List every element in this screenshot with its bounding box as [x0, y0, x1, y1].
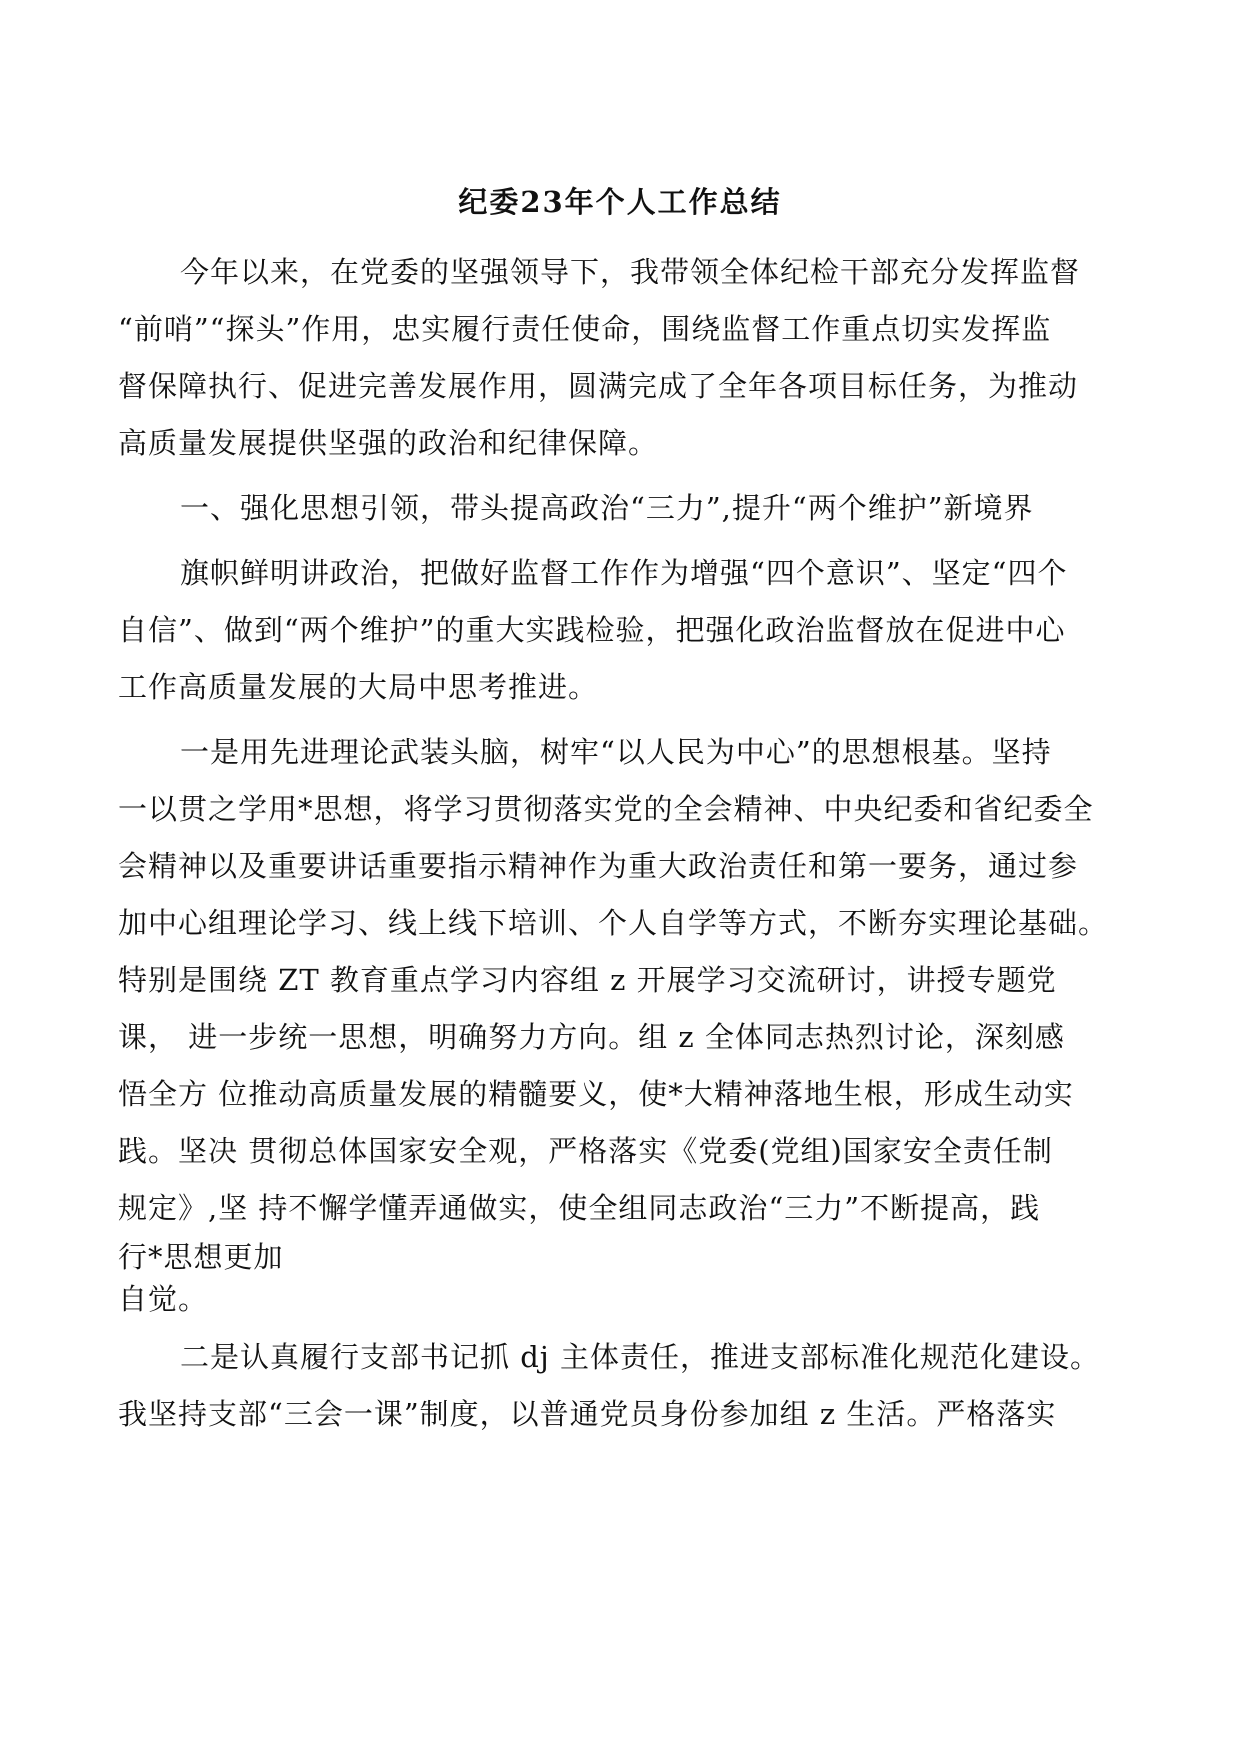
text-line: 加中心组理论学习、线上线下培训、个人自学等方式，不断夯实理论基础。	[118, 906, 1109, 940]
text-line: 一、强化思想引领，带头提高政治“三力”,提升“两个维护”新境界	[180, 491, 1034, 525]
text-line: 督保障执行、促进完善发展作用，圆满完成了全年各项目标任务，为推动	[118, 369, 1079, 403]
text-line: 我坚持支部“三会一课”制度，以普通党员身份参加组 z 生活。严格落实	[118, 1397, 1057, 1431]
text-line: 高质量发展提供坚强的政治和纪律保障。	[118, 426, 659, 460]
text-line: 今年以来，在党委的坚强领导下，我带领全体纪检干部充分发挥监督	[180, 255, 1081, 289]
document-body	[118, 244, 1120, 1451]
paragraph-theory	[118, 724, 1120, 1321]
text-line: 旗帜鲜明讲政治，把做好监督工作作为增强“四个意识”、坚定“四个	[180, 556, 1068, 590]
text-line: 二是认真履行支部书记抓 dj 主体责任，推进支部标准化规范化建设。	[180, 1340, 1100, 1374]
document-title: 纪委23年个人工作总结	[458, 185, 782, 219]
text-line: 践。坚决 贯彻总体国家安全观，严格落实《党委(党组)国家安全责任制	[118, 1134, 1053, 1168]
text-line: 一以贯之学用*思想，将学习贯彻落实党的全会精神、中央纪委和省纪委全	[118, 792, 1094, 826]
text-line: 自觉。	[118, 1282, 209, 1316]
text-line: 会精神以及重要讲话重要指示精神作为重大政治责任和第一要务，通过参	[118, 849, 1079, 883]
paragraph-intro	[118, 244, 1120, 472]
text-line: 课， 进一步统一思想，明确努力方向。组 z 全体同志热烈讨论，深刻感	[118, 1020, 1065, 1054]
text-line: 行*思想更加	[118, 1240, 284, 1274]
text-line: 规定》,坚 持不懈学懂弄通做实，使全组同志政治“三力”不断提高，践	[118, 1191, 1041, 1225]
text-line: 悟全方 位推动高质量发展的精髓要义，使*大精神落地生根，形成生动实	[118, 1077, 1074, 1111]
text-line: 一是用先进理论武装头脑，树牢“以人民为中心”的思想根基。坚持	[180, 735, 1052, 769]
text-line: 工作高质量发展的大局中思考推进。	[118, 670, 599, 704]
section-heading	[118, 480, 1120, 537]
text-line: 特别是围绕 ZT 教育重点学习内容组 z 开展学习交流研讨，讲授专题党	[118, 963, 1057, 997]
paragraph-branch	[118, 1329, 1120, 1443]
text-line: “前哨”“探头”作用，忠实履行责任使命，围绕监督工作重点切实发挥监	[118, 312, 1052, 346]
text-line: 自信”、做到“两个维护”的重大实践检验，把强化政治监督放在促进中心	[118, 613, 1066, 647]
paragraph-politics	[118, 545, 1120, 716]
